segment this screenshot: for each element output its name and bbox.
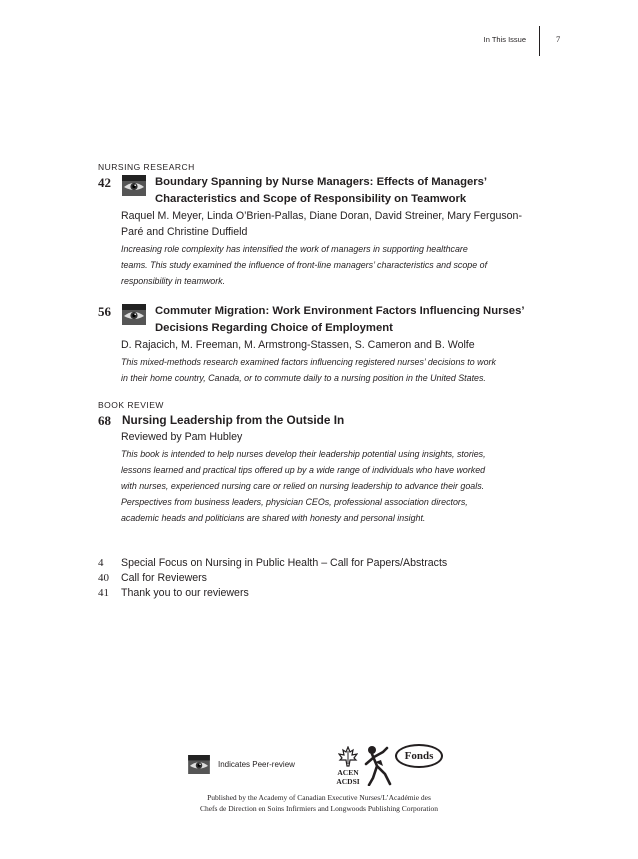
article-entry: [98, 303, 538, 386]
article-title: [122, 412, 344, 429]
abstract-line: Increasing role complexity has intensified the work of managers in supporting healthcare: [121, 244, 468, 254]
article-authors: [121, 337, 538, 353]
page-header: [0, 0, 638, 60]
running-head: In This Issue: [483, 35, 526, 44]
page-number: 7: [556, 34, 561, 44]
acen-acdsi-logo: [333, 746, 363, 786]
publisher-line: Chefs de Direction en Soins Infirmiers and Longwoods Publishing Corporation: [199, 804, 439, 813]
article-authors: [121, 208, 538, 240]
maple-leaf-icon: [338, 746, 358, 768]
abstract-line: with nurses, experienced nursing care or relied on nursing leadership to advance their goals.: [121, 481, 485, 491]
eye-icon: [188, 755, 210, 774]
misc-item: [98, 556, 538, 571]
acen-text: ACEN: [337, 768, 359, 777]
abstract-line: lessons learned and practical tips offered up by a wide range of individuals who have worked: [121, 465, 486, 475]
author-line: Paré and Christine Duffield: [121, 226, 248, 238]
article-abstract: [121, 354, 538, 386]
abstract-line: in their home country, Canada, or to commute daily to a nursing position in the United States.: [121, 373, 486, 383]
misc-list: [98, 556, 538, 601]
publisher-logos: [333, 744, 443, 786]
article-title: [155, 174, 487, 208]
section-category: NURSING RESEARCH: [98, 162, 195, 172]
table-of-contents: [98, 162, 538, 601]
misc-item: [98, 586, 538, 601]
header-rule: [539, 26, 540, 56]
article-title-line: Decisions Regarding Choice of Employment: [155, 322, 393, 334]
abstract-line: This book is intended to help nurses develop their leadership potential using insights, stories,: [121, 449, 486, 459]
section-category: BOOK REVIEW: [98, 400, 164, 410]
publisher-line: Published by the Academy of Canadian Executive Nurses/L’Académie des: [207, 793, 431, 802]
abstract-line: Perspectives from business leaders, physician CEOs, professional association directors,: [121, 497, 468, 507]
article-title-line: Boundary Spanning by Nurse Managers: Effects of Managers’: [155, 176, 488, 188]
misc-text: Call for Reviewers: [121, 572, 207, 584]
article-abstract: [121, 446, 538, 526]
abstract-line: teams. This study examined the influence of front-line managers’ characteristics and scope of: [121, 260, 488, 270]
misc-text: Thank you to our reviewers: [121, 587, 249, 599]
misc-page-number: 41: [98, 587, 109, 599]
peer-review-legend-text: Indicates Peer-review: [218, 759, 295, 769]
article-title-line: Nursing Leadership from the Outside In: [122, 413, 345, 427]
article-page-number: 68: [98, 413, 111, 428]
abstract-line: This mixed-methods research examined factors influencing registered nurses’ decisions to work: [121, 357, 496, 367]
misc-text: Special Focus on Nursing in Public Health – Call for Papers/Abstracts: [121, 557, 448, 569]
article-abstract: [121, 241, 538, 289]
author-line: Raquel M. Meyer, Linda O’Brien-Pallas, Diane Doran, David Streiner, Mary Ferguson-: [121, 210, 522, 222]
article-title-line: Commuter Migration: Work Environment Factors Influencing Nurses’: [155, 305, 525, 317]
article-title-line: Characteristics and Scope of Responsibility on Teamwork: [155, 193, 467, 205]
article-entry: [98, 174, 538, 289]
eye-icon: [122, 304, 146, 325]
fonds-logo: Fonds: [395, 744, 443, 768]
abstract-line: academic heads and politicians are shared with honesty and personal insight.: [121, 513, 426, 523]
nurse-figure-icon: [363, 744, 393, 786]
misc-page-number: 40: [98, 572, 109, 584]
author-line: Reviewed by Pam Hubley: [121, 431, 243, 443]
misc-page-number: 4: [98, 557, 104, 569]
article-title: [155, 303, 525, 337]
abstract-line: responsibility in teamwork.: [121, 276, 226, 286]
acdsi-text: ACDSI: [336, 777, 360, 786]
article-authors: [121, 429, 538, 445]
article-entry: [98, 412, 538, 526]
misc-item: [98, 571, 538, 586]
publisher-credit: [150, 792, 488, 814]
peer-review-legend: [188, 754, 295, 774]
author-line: D. Rajacich, M. Freeman, M. Armstrong-Stassen, S. Cameron and B. Wolfe: [121, 339, 475, 351]
article-page-number: 56: [98, 304, 111, 319]
eye-icon: [122, 175, 146, 196]
article-page-number: 42: [98, 175, 111, 190]
